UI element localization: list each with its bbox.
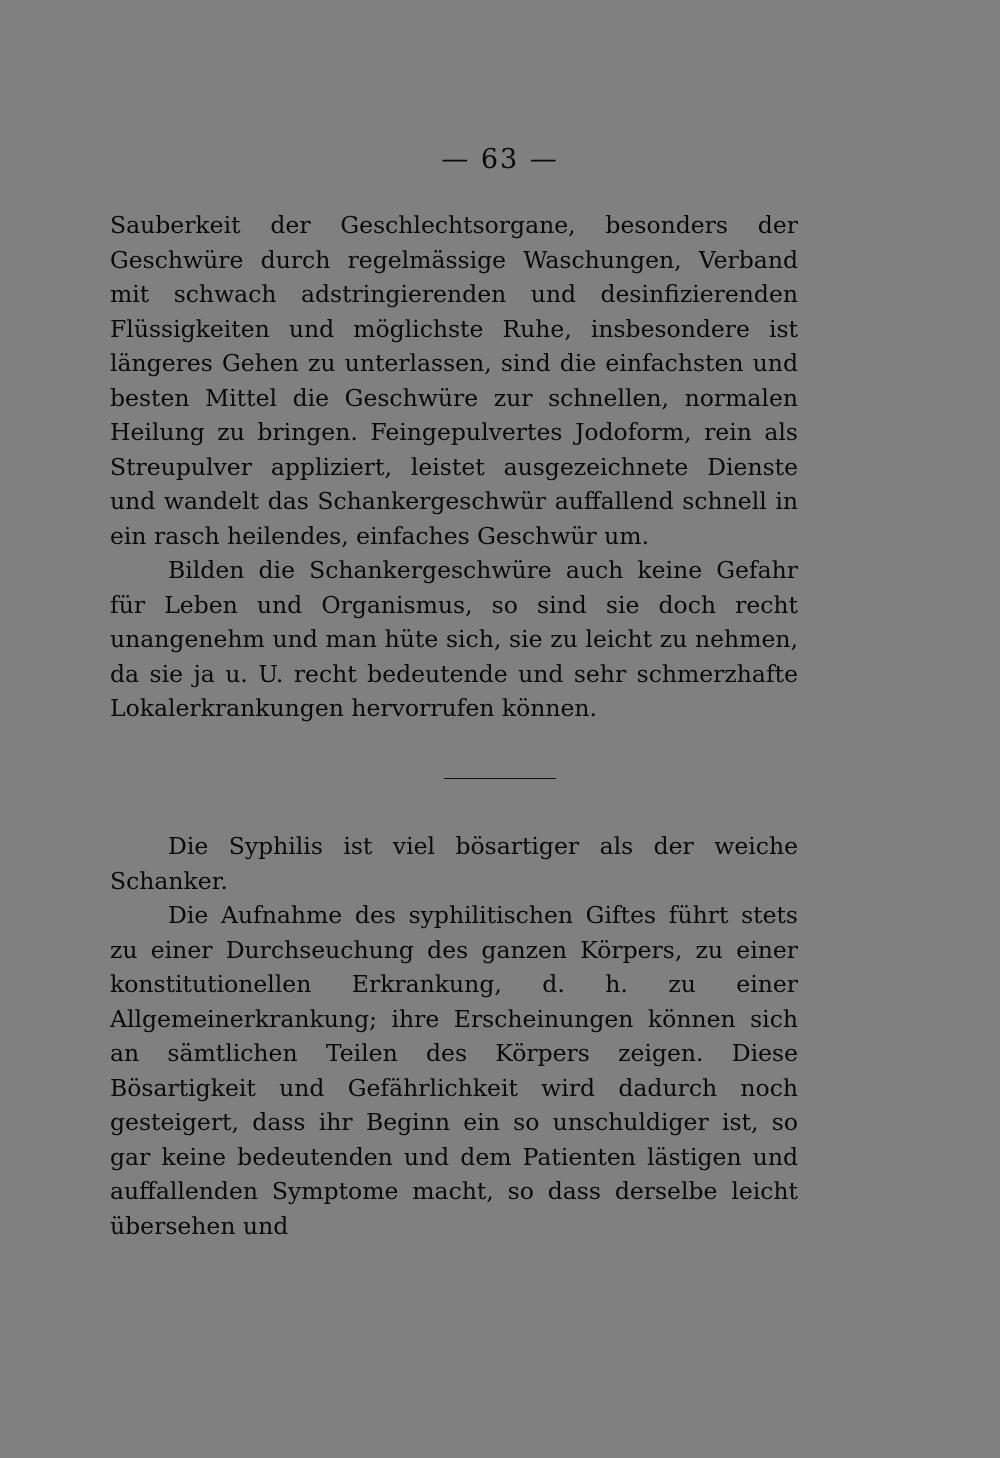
paragraph: Die Aufnahme des syphilitischen Giftes führt stets zu einer Durchseuchung des ganzen Körpers, zu einer konstitutionellen Erkrankung, d. h. zu einer Allgemeinerkrankung; ihre Erscheinungen können sich an sämtlichen Teilen des Körpers zeigen. Diese Bösartigkeit und Gefährlichkeit wird dadurch noch gesteigert, dass ihr Beginn ein so unschuldiger ist, so gar keine bedeutenden und dem Patienten lästigen und auffallenden Symptome macht, so dass derselbe leicht übersehen und	[110, 901, 798, 1240]
text-section-2	[110, 829, 798, 1243]
text-section-1	[110, 208, 798, 726]
paragraph: Bilden die Schankergeschwüre auch keine Gefahr für Leben und Organismus, so sind sie doch recht unangenehm und man hüte sich, sie zu leicht zu nehmen, da sie ja u. U. recht bedeutende und sehr schmerzhafte Lokalerkrankungen hervorrufen können.	[110, 556, 798, 722]
paragraph: Sauberkeit der Geschlechtsorgane, besonders der Geschwüre durch regelmässige Waschungen, Verband mit schwach adstringierenden und desinfizierenden Flüssigkeiten und möglichste Ruhe, insbesondere ist längeres Gehen zu unterlassen, sind die einfachsten und besten Mittel die Geschwüre zur schnellen, normalen Heilung zu bringen. Feingepulvertes Jodoform, rein als Streupulver appliziert, leistet ausgezeichnete Dienste und wandelt das Schankergeschwür auffallend schnell in ein rasch heilendes, einfaches Geschwür um.	[110, 211, 798, 550]
paragraph: Die Syphilis ist viel bösartiger als der weiche Schanker.	[110, 832, 798, 895]
section-divider	[444, 778, 556, 779]
page-number: — 63 —	[441, 144, 559, 175]
